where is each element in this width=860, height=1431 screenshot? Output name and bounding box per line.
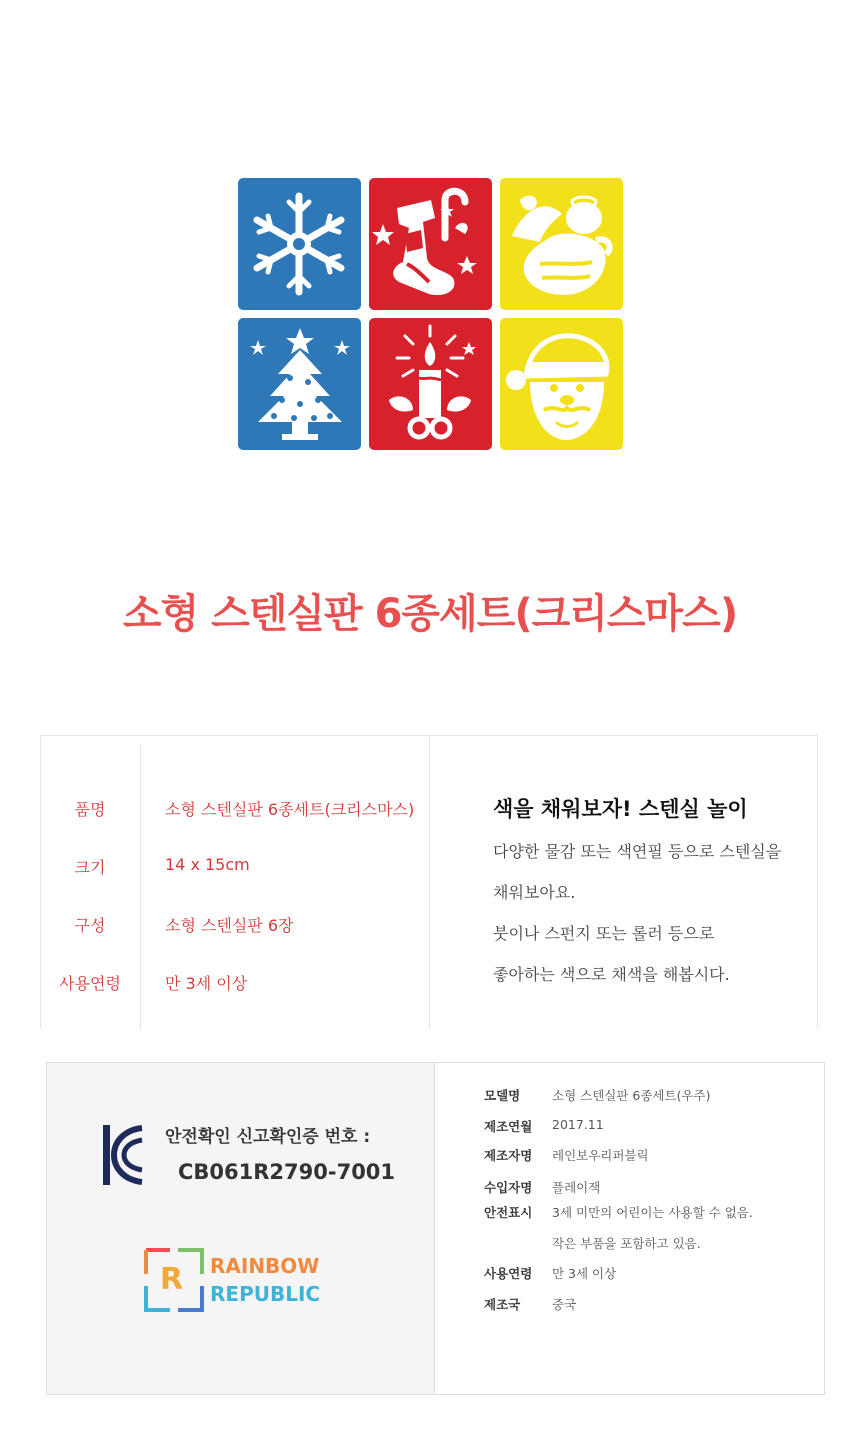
spec-label-age: 사용연령 bbox=[59, 974, 121, 993]
info-value-importer: 플레이잭 bbox=[552, 1180, 601, 1195]
spec-label-contents: 구성 bbox=[74, 916, 106, 935]
description-line: 다양한 물감 또는 색연필 등으로 스텐실을 bbox=[493, 842, 782, 861]
stencil-angel bbox=[500, 178, 623, 310]
description-line: 채워보아요. bbox=[493, 883, 576, 902]
spec-value-age: 만 3세 이상 bbox=[165, 974, 248, 993]
brand-letter: R bbox=[160, 1262, 184, 1297]
stencil-santa bbox=[500, 318, 623, 450]
info-label-importer: 수입자명 bbox=[484, 1180, 533, 1195]
info-value-manufacturer: 레인보우리퍼블릭 bbox=[552, 1148, 649, 1163]
spec-column-divider bbox=[140, 745, 141, 1030]
christmas-tree-icon bbox=[238, 318, 361, 450]
angel-icon bbox=[500, 178, 623, 310]
description-line: 좋아하는 색으로 채색을 해봅시다. bbox=[493, 965, 730, 984]
kc-certification-label: 안전확인 신고확인증 번호 : bbox=[165, 1127, 371, 1147]
kc-certification-number: CB061R2790-7001 bbox=[178, 1160, 396, 1184]
stencil-snowflake bbox=[238, 178, 361, 310]
info-label-model: 모델명 bbox=[484, 1088, 521, 1103]
brand-name-line1: RAINBOW bbox=[210, 1254, 320, 1278]
info-label-safety: 안전표시 bbox=[484, 1205, 533, 1220]
info-value-manufacture-date: 2017.11 bbox=[552, 1117, 604, 1132]
description-line: 붓이나 스펀지 또는 롤러 등으로 bbox=[493, 924, 715, 943]
brand-name-line2: REPUBLIC bbox=[210, 1282, 321, 1306]
info-value-model: 소형 스텐실판 6종세트(우주) bbox=[552, 1088, 711, 1103]
info-value-country: 중국 bbox=[552, 1297, 577, 1312]
spec-value-contents: 소형 스텐실판 6장 bbox=[165, 916, 294, 935]
info-value-age: 만 3세 이상 bbox=[552, 1266, 617, 1281]
spec-label-size: 크기 bbox=[74, 858, 106, 877]
info-label-age: 사용연령 bbox=[484, 1266, 533, 1281]
candle-icon bbox=[369, 318, 492, 450]
spec-label-name: 품명 bbox=[74, 800, 106, 819]
stencil-tree bbox=[238, 318, 361, 450]
info-value-safety-2: 작은 부품을 포함하고 있음. bbox=[552, 1236, 701, 1251]
info-label-manufacture-date: 제조연월 bbox=[484, 1119, 533, 1134]
spec-value-size: 14 x 15cm bbox=[165, 855, 250, 874]
product-title: 소형 스텐실판 6종세트(크리스마스) bbox=[122, 591, 738, 637]
certification-panel bbox=[47, 1063, 435, 1394]
spec-value-name: 소형 스텐실판 6종세트(크리스마스) bbox=[165, 800, 415, 819]
info-value-safety: 3세 미만의 어린이는 사용할 수 없음. bbox=[552, 1205, 753, 1220]
info-label-manufacturer: 제조자명 bbox=[484, 1148, 533, 1163]
stencil-candle bbox=[369, 318, 492, 450]
stencil-stocking bbox=[369, 178, 492, 310]
santa-icon bbox=[500, 318, 623, 450]
description-title: 색을 채워보자! 스텐실 놀이 bbox=[493, 797, 748, 821]
snowflake-icon bbox=[238, 178, 361, 310]
kc-mark-icon bbox=[102, 1124, 144, 1186]
stocking-icon bbox=[369, 178, 492, 310]
info-label-country: 제조국 bbox=[484, 1297, 521, 1312]
spec-section-divider bbox=[429, 735, 430, 1028]
